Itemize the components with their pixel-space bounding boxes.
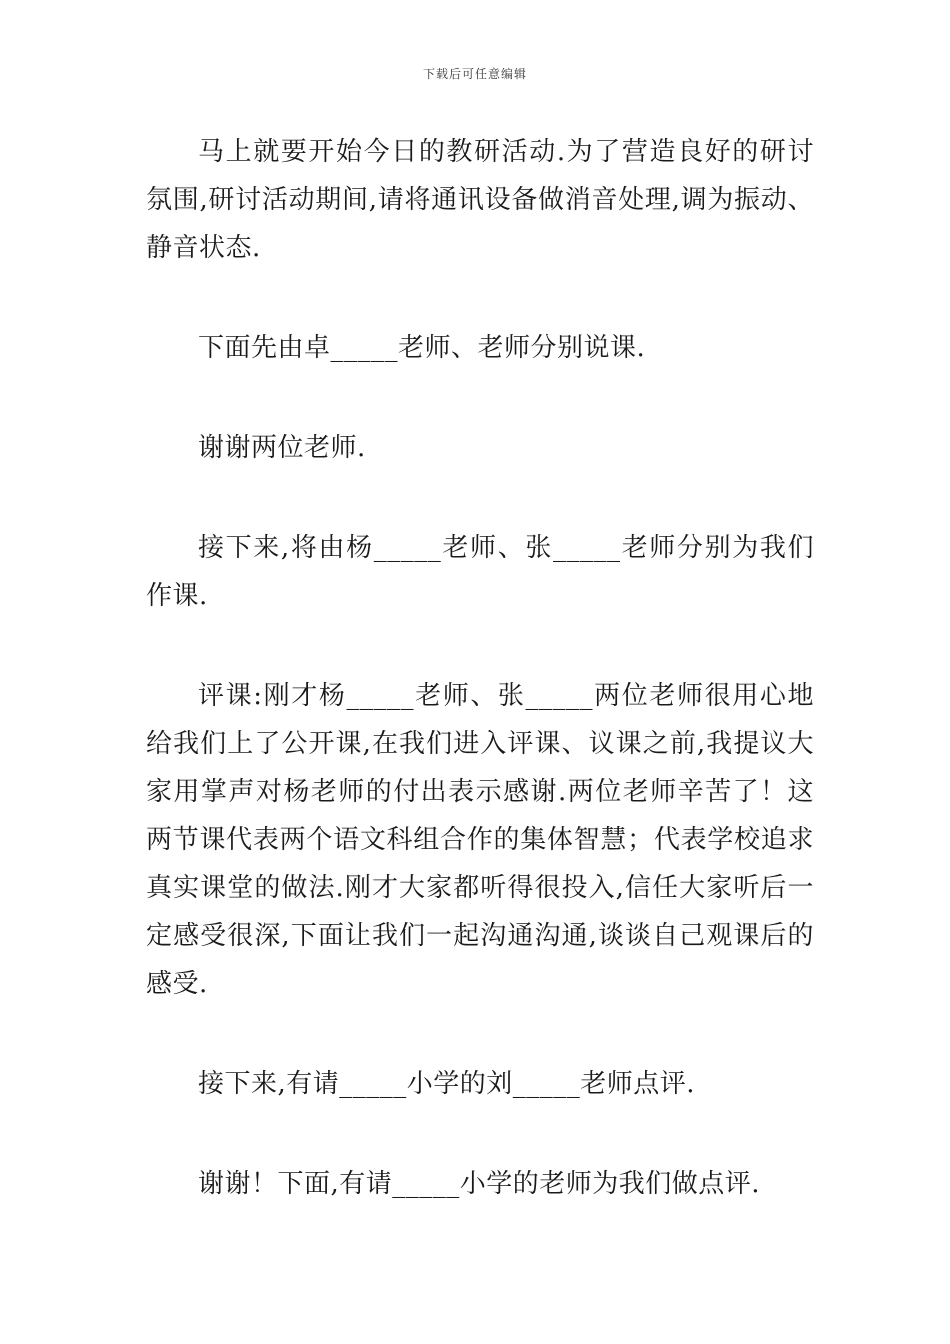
paragraph-invite-teacher: 谢谢！下面,有请_____小学的老师为我们做点评. xyxy=(198,1169,761,1199)
paragraph-evaluation: 评课:刚才杨_____老师、张_____两位老师很用心地给我们上了公开课,在我们进入评课、议课之前,我提议大家用掌声对杨老师的付出表示感谢.两位老师辛苦了！这两节课代表两个语文科组合作的集体智慧；代表学校追求真实课堂的做法.刚才大家都听得很投入,信任大家听后一定感受很深,下面让我们一起沟通沟通,谈谈自己观课后的感受. xyxy=(146,681,814,999)
paragraph-invite-liu: 接下来,有请_____小学的刘_____老师点评. xyxy=(198,1069,696,1099)
document-body xyxy=(146,128,814,1260)
paragraph-next-lessons: 接下来,将由杨_____老师、张_____老师分别为我们作课. xyxy=(146,533,814,611)
paragraph-lesson-intro: 下面先由卓_____老师、老师分别说课. xyxy=(198,333,646,363)
paragraph-opening: 马上就要开始今日的教研活动.为了营造良好的研讨氛围,研讨活动期间,请将通讯设备做消音处理,调为振动、静音状态. xyxy=(146,137,814,263)
paragraph-thanks: 谢谢两位老师. xyxy=(198,433,366,463)
page-header: 下载后可任意编辑 xyxy=(422,67,527,81)
